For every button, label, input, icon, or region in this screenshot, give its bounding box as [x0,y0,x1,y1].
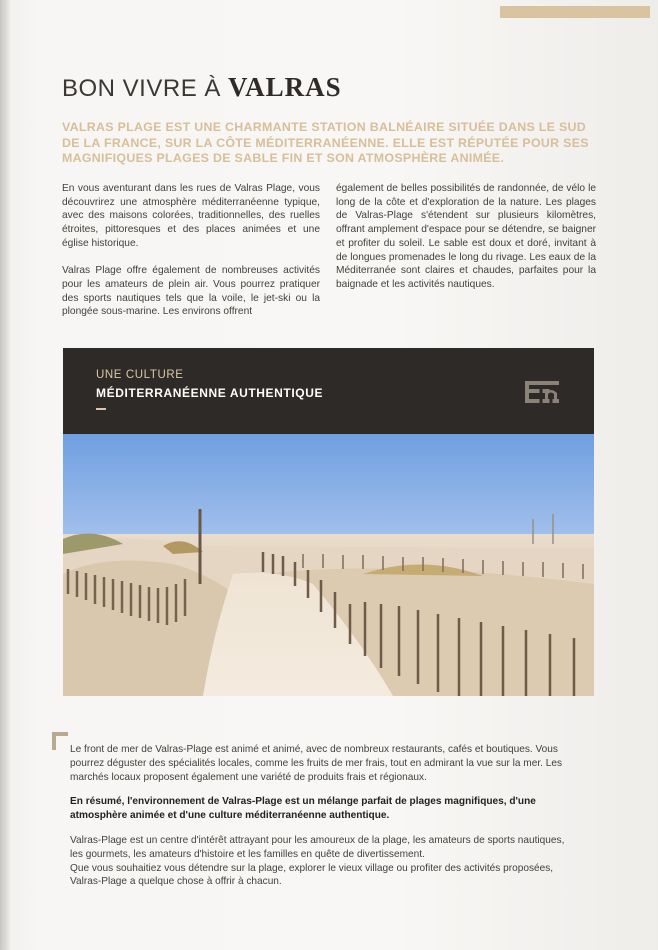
monogram-en-icon [521,373,563,407]
page-spine-shadow [0,0,10,950]
section-header-band [63,348,594,434]
bottom-paragraph-4: Que vous souhaitiez vous détendre sur la plage, explorer le vieux village ou profiter des activités proposées, Valras-Plage a quelque chose à offrir à chacun. [70,862,554,888]
band-divider [96,408,106,410]
page-title-light: BON VIVRE À [62,75,229,102]
lead-paragraph: VALRAS PLAGE EST UNE CHARMANTE STATION BALNÉAIRE SITUÉE DANS LE SUD DE LA FRANCE, SUR LA CÔTE MÉDITERRANÉENNE. ELLE EST RÉPUTÉE POUR SES MAGNIFIQUES PLAGES DE SABLE FIN ET SON ATMOSPHÈRE ANIMÉE. [62,120,589,165]
page-title [62,72,342,103]
top-accent-bar [500,6,650,18]
page-title-bold: VALRAS [228,72,342,102]
band-kicker: UNE CULTURE [96,369,184,381]
band-heading: MÉDITERRANÉENNE AUTHENTIQUE [96,386,324,400]
right-column-paragraph-1: également de belles possibilités de randonnée, de vélo le long de la côte et d'exploration de la nature. Les plages de Valras-Plage s'étendent sur plusieurs kilomètres, offrant amplement d'espace pour se détendre, se baigner et profiter du soleil. Le sable est doux et doré, invitant à de longues promenades le long du rivage. Les eaux de la Méditerranée sont claires et chaudes, parfaites pour la baignade et les activités nautiques. [336,183,596,290]
right-column [336,182,596,305]
beach-dunes-fence-photo [63,434,594,696]
bottom-text-block [70,743,570,900]
corner-bracket-icon [52,732,68,750]
bottom-paragraph-3: Valras-Plage est un centre d'intérêt attrayant pour les amoureux de la plage, les amateurs de sports nautiques, les gourmets, les amateurs d'histoire et les familles en quête de divertissement. [70,834,565,860]
left-column-paragraph-2: Valras Plage offre également de nombreuses activités pour les amateurs de plein air. Vous pourrez pratiquer des sports nautiques tels que la voile, le jet-ski ou la plongée sous-marine. Les environs offrent [62,265,320,318]
summary-paragraph: En résumé, l'environnement de Valras-Plage est un mélange parfait de plages magnifiques, d'une atmosphère animée et d'une culture méditerranéenne authentique. [70,796,536,822]
bottom-paragraph-1: Le front de mer de Valras-Plage est animé et animé, avec de nombreux restaurants, cafés et boutiques. Vous pourrez déguster des spécialités locales, comme les fruits de mer frais, tout en admirant la vue sur la mer. Les marchés locaux proposent également une variété de produits frais et régionaux. [70,744,563,783]
left-column-paragraph-1: En vous aventurant dans les rues de Valras Plage, vous découvrirez une atmosphère méditerranéenne typique, avec des maisons colorées, traditionnelles, des ruelles étroites, pittoresques et des places animées et une église historique. [62,183,320,249]
left-column [62,182,320,333]
